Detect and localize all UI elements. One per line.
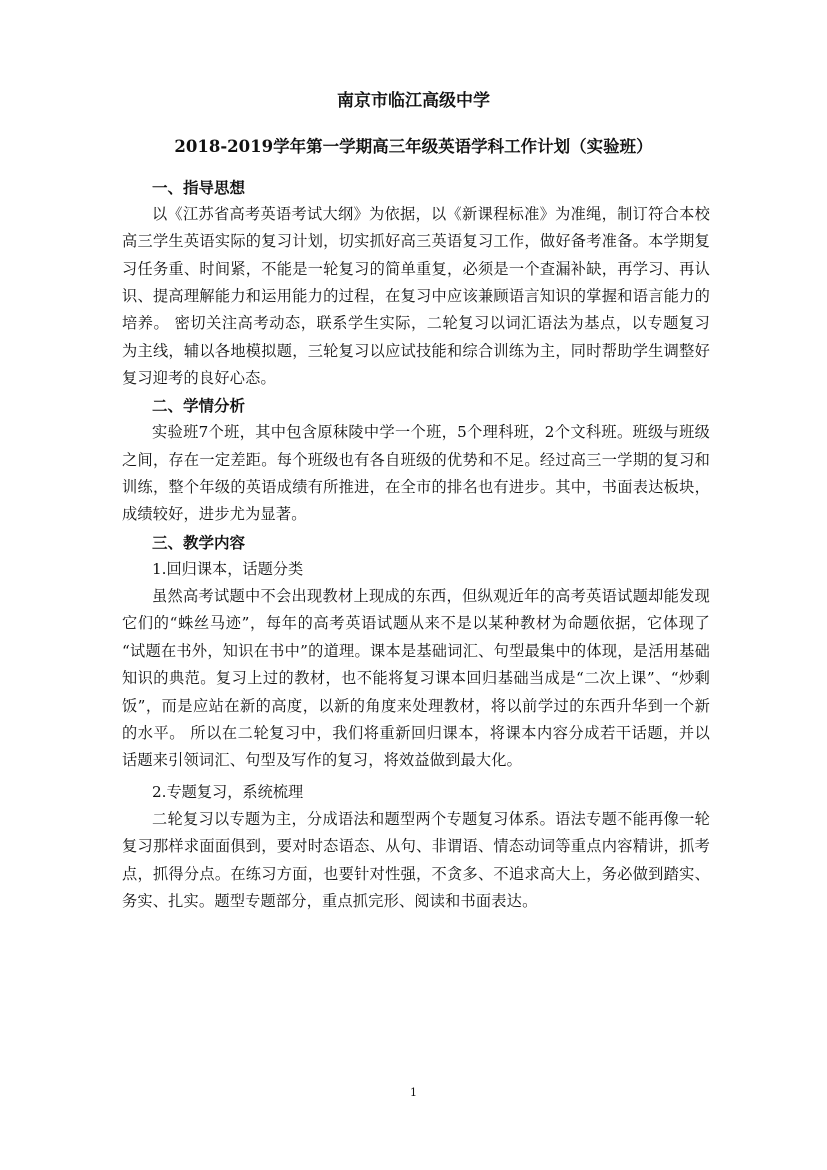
section-paragraph: 以《江苏省高考英语考试大纲》为依据，以《新课程标准》为准绳，制订符合本校高三学生英语实际的复习计划，切实抓好高三英语复习工作，做好备考准备。本学期复习任务重、时间紧，不能是一轮复习的简单重复，必须是一个查漏补缺，再学习、再认识、提高理解能力和运用能力的过程，在复习中应该兼顾语言知识的掌握和语言能力的培养。 密切关注高考动态，联系学生实际，二轮复习以词汇语法为基点，以专题复习为主线，辅以各地模拟题，三轮复习以应试技能和综合训练为主，同时帮助学生调整好复习迎考的良好心态。 [122,205,710,388]
section-guiding-ideology [122,174,710,392]
section-heading: 三、教学内容 [152,532,246,552]
subsection-paragraph: 二轮复习以专题为主，分成语法和题型两个专题复习体系。语法专题不能再像一轮复习那样求面面俱到，要对时态语态、从句、非谓语、情态动词等重点内容精讲，抓考点，抓得分点。在练习方面，也要针对性强，不贪多、不追求高大上，务必做到踏实、务实、扎实。题型专题部分，重点抓完形、阅读和书面表达。 [122,809,710,910]
subsection-title: 2.专题复习，系统梳理 [152,782,304,801]
subsection-title: 1.回归课本，话题分类 [152,559,304,578]
section-student-analysis [122,392,710,528]
page-number: 1 [410,1086,417,1099]
section-teaching-content [122,529,710,915]
school-name: 南京市临江高级中学 [337,91,490,111]
section-heading: 二、学情分析 [152,396,246,416]
document-body [122,174,710,915]
plan-title: 2018-2019学年第一学期高三年级英语学科工作计划（实验班） [174,137,653,156]
section-paragraph: 实验班7个班，其中包含原秣陵中学一个班，5个理科班，2个文科班。班级与班级之间，存在一定差距。每个班级也有各自班级的优势和不足。经过高三一学期的复习和训练，整个年级的英语成绩有所推进，在全市的排名也有进步。其中，书面表达板块，成绩较好，进步尤为显著。 [122,423,710,524]
section-heading: 一、指导思想 [152,178,246,197]
subsection-paragraph: 虽然高考试题中不会出现教材上现成的东西，但纵观近年的高考英语试题却能发现它们的“蛛丝马迹”，每年的高考英语试题从来不是以某种教材为命题依据，它体现了 “试题在书外，知识在书中”的道理。课本是基础词汇、句型最集中的体现，是活用基础知识的典范。复习上过的教材，也不能将复习课本回归基础当成是“二次上课”、“炒剩饭”，而是应站在新的高度，以新的角度来处理教材，将以前学过的东西升华到一个新的水平。 所以在二轮复习中，我们将重新回归课本，将课本内容分成若干话题，并以话题来引领词汇、句型及写作的复习，将效益做到最大化。 [122,587,710,770]
